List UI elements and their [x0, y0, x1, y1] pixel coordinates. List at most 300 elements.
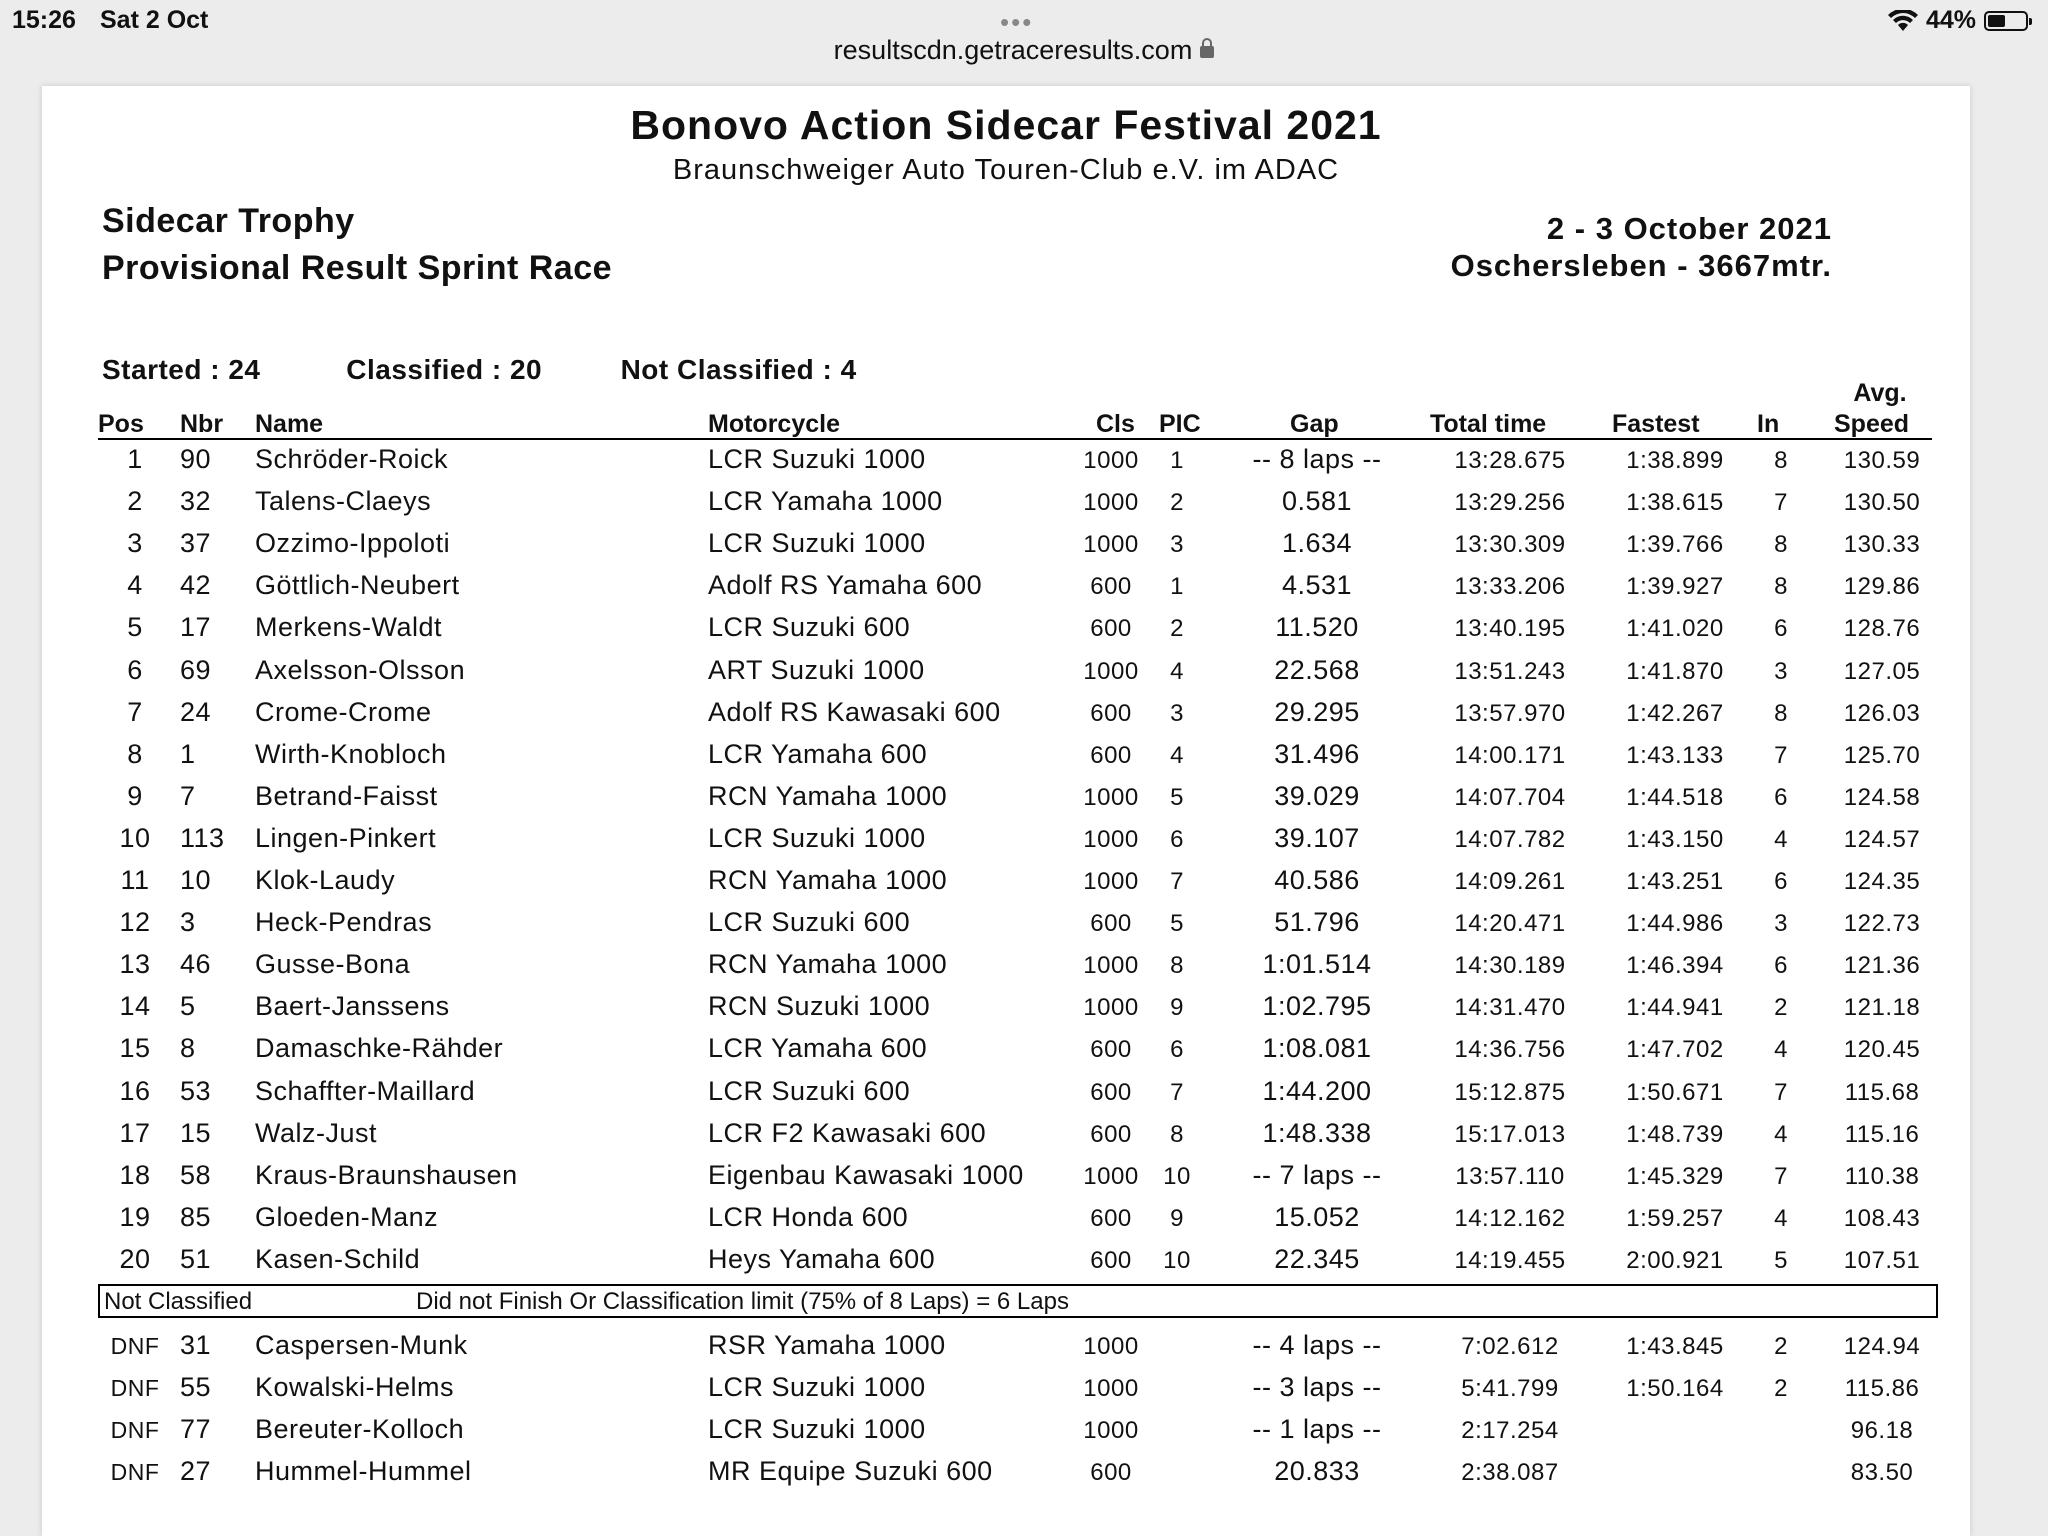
cell-total: 13:57.110 [1455, 1162, 1565, 1190]
cell-fast: 1:42.267 [1626, 699, 1724, 727]
cell-cls: 1000 [1083, 868, 1139, 895]
cell-gap: 39.029 [1274, 780, 1360, 811]
cell-nbr: 46 [180, 949, 212, 980]
cell-moto: RCN Suzuki 1000 [708, 991, 931, 1022]
cell-name: Walz-Just [255, 1117, 378, 1148]
table-row [42, 486, 1970, 528]
table-row [42, 1330, 1970, 1372]
cell-in: 7 [1774, 1162, 1788, 1190]
col-pos: Pos [98, 410, 144, 438]
table-row [42, 444, 1970, 486]
cell-in: 4 [1774, 825, 1788, 853]
cell-nbr: 69 [180, 654, 212, 685]
cell-cls: 600 [1090, 1036, 1132, 1064]
cell-cls: 1000 [1083, 489, 1139, 517]
cell-cls: 600 [1090, 910, 1132, 938]
cell-speed: 115.68 [1844, 1078, 1920, 1106]
cell-nbr: 51 [180, 1243, 212, 1274]
cell-pic: 6 [1170, 1036, 1184, 1064]
cell-name: Kowalski-Helms [255, 1372, 455, 1403]
cell-in: 4 [1774, 1036, 1788, 1064]
cell-in: 4 [1774, 1120, 1788, 1148]
cell-gap: 22.345 [1274, 1243, 1360, 1274]
table-row [42, 781, 1970, 823]
cell-pic: 5 [1170, 783, 1184, 811]
battery-icon [1984, 11, 2028, 31]
browser-menu-dots[interactable]: ••• [1000, 7, 1034, 37]
cell-gap: 11.520 [1275, 612, 1359, 643]
cell-name: Wirth-Knobloch [255, 738, 447, 769]
col-avg: Avg. [1853, 379, 1907, 407]
classified-count: Classified : 20 [346, 354, 543, 385]
cell-total: 15:17.013 [1454, 1120, 1566, 1148]
cell-moto: RCN Yamaha 1000 [708, 780, 948, 811]
cell-moto: RCN Yamaha 1000 [708, 949, 948, 980]
cell-nbr: 10 [180, 865, 212, 895]
cell-nbr: 8 [180, 1033, 196, 1064]
cell-gap: 40.586 [1274, 865, 1360, 895]
cell-total: 15:12.875 [1454, 1078, 1566, 1106]
cell-gap: 0.581 [1281, 486, 1353, 517]
cell-total: 13:40.195 [1454, 615, 1566, 643]
table-row [42, 739, 1970, 781]
table-row [42, 1160, 1970, 1202]
cell-name: Schaffter-Maillard [255, 1075, 476, 1106]
cell-speed: 124.94 [1843, 1333, 1921, 1360]
cell-moto: MR Equipe Suzuki 600 [708, 1456, 993, 1487]
cell-fast: 1:39.766 [1626, 531, 1724, 559]
cell-in: 8 [1774, 447, 1788, 474]
lock-icon [1200, 46, 1214, 58]
cell-pic: 8 [1170, 1120, 1184, 1148]
cell-in: 5 [1774, 1246, 1788, 1274]
cell-moto: LCR Suzuki 600 [708, 612, 911, 643]
cell-fast: 1:43.251 [1626, 868, 1724, 895]
cell-nbr: 3 [180, 907, 196, 938]
cell-moto: LCR Yamaha 600 [708, 1033, 928, 1064]
cell-name: Göttlich-Neubert [255, 570, 460, 601]
cell-fast: 1:43.133 [1626, 741, 1724, 769]
cell-total: 14:00.171 [1454, 741, 1566, 769]
date: Sat 2 Oct [100, 6, 209, 34]
cell-pos: 4 [127, 570, 143, 601]
cell-gap: 1:48.338 [1262, 1117, 1372, 1148]
cell-pic: 3 [1170, 699, 1184, 727]
cell-total: 13:30.309 [1454, 531, 1566, 559]
cell-total: 13:33.206 [1454, 573, 1566, 601]
cell-fast: 1:43.845 [1626, 1333, 1724, 1360]
cell-fast: 1:45.329 [1626, 1162, 1724, 1190]
cell-fast: 1:43.150 [1626, 825, 1724, 853]
cell-moto: LCR Yamaha 1000 [708, 486, 943, 517]
event-dates: 2 - 3 October 2021 [1546, 211, 1832, 246]
cell-pos: 1 [127, 444, 143, 474]
cell-pos: DNF [110, 1417, 160, 1444]
cell-gap: 29.295 [1274, 696, 1360, 727]
cell-cls: 1000 [1083, 657, 1139, 685]
cell-nbr: 1 [180, 738, 196, 769]
table-row [42, 1372, 1970, 1414]
col-total-time: Total time [1430, 410, 1547, 438]
cell-gap: -- 7 laps -- [1252, 1159, 1382, 1190]
cell-speed: 115.86 [1844, 1375, 1920, 1403]
cell-speed: 108.43 [1843, 1204, 1921, 1232]
col-name: Name [255, 410, 324, 438]
cell-name: Schröder-Roick [255, 444, 449, 474]
cell-pos: 3 [127, 528, 143, 559]
cell-fast: 1:44.518 [1626, 783, 1724, 811]
cell-nbr: 42 [180, 570, 212, 601]
cell-cls: 1000 [1083, 1417, 1139, 1445]
cell-total: 13:29.256 [1454, 489, 1566, 517]
cell-fast: 1:41.020 [1626, 615, 1724, 643]
cell-gap: 1:02.795 [1262, 991, 1372, 1022]
cell-total: 14:07.782 [1454, 825, 1566, 853]
cell-nbr: 17 [180, 612, 212, 643]
cell-cls: 600 [1090, 573, 1132, 601]
header-rule [98, 438, 1932, 440]
cell-nbr: 27 [180, 1456, 212, 1487]
event-title: Bonovo Action Sidecar Festival 2021 [630, 102, 1382, 148]
cell-total: 13:28.675 [1454, 447, 1566, 474]
cell-nbr: 37 [180, 528, 212, 559]
cell-speed: 115.16 [1844, 1120, 1920, 1148]
cell-cls: 1000 [1083, 994, 1139, 1022]
table-row [42, 1414, 1970, 1456]
cell-pic: 8 [1170, 952, 1184, 980]
race-stats [102, 354, 857, 386]
cell-in: 7 [1774, 489, 1788, 517]
cell-gap: 39.107 [1274, 822, 1360, 853]
wifi-icon [1888, 10, 1918, 32]
cell-gap: 20.833 [1274, 1456, 1360, 1487]
cell-pic: 1 [1170, 573, 1184, 601]
cell-name: Baert-Janssens [255, 991, 450, 1022]
cell-fast: 1:38.899 [1626, 447, 1724, 474]
cell-cls: 1000 [1083, 952, 1139, 980]
cell-pos: 13 [119, 949, 151, 980]
cell-total: 14:20.471 [1454, 910, 1566, 938]
event-info [1451, 210, 1832, 284]
cell-pos: DNF [110, 1375, 160, 1402]
cell-pic: 2 [1170, 615, 1184, 643]
cell-speed: 96.18 [1850, 1417, 1914, 1445]
cell-nbr: 85 [180, 1201, 212, 1232]
cell-pic: 10 [1163, 1162, 1191, 1190]
cell-moto: Eigenbau Kawasaki 1000 [708, 1159, 1024, 1190]
cell-pos: DNF [110, 1459, 160, 1486]
cell-in: 7 [1774, 741, 1788, 769]
cell-moto: LCR Suzuki 600 [708, 907, 911, 938]
cell-name: Kasen-Schild [255, 1243, 421, 1274]
cell-gap: 15.052 [1274, 1201, 1360, 1232]
col-cls: Cls [1096, 410, 1135, 438]
cell-pos: 6 [127, 654, 143, 685]
cell-cls: 1000 [1083, 1375, 1139, 1403]
cell-moto: LCR F2 Kawasaki 600 [708, 1117, 987, 1148]
organizer: Braunschweiger Auto Touren-Club e.V. im ADAC [672, 154, 1340, 186]
cell-moto: ART Suzuki 1000 [708, 654, 925, 685]
cell-pic: 4 [1170, 741, 1184, 769]
cell-cls: 1000 [1083, 783, 1139, 811]
cell-total: 5:41.799 [1461, 1375, 1559, 1403]
table-row [42, 991, 1970, 1033]
cell-name: Crome-Crome [255, 696, 432, 727]
cell-pos: 8 [127, 738, 143, 769]
cell-name: Gusse-Bona [255, 949, 411, 980]
cell-gap: 4.531 [1281, 570, 1353, 601]
cell-gap: -- 8 laps -- [1252, 444, 1382, 474]
cell-nbr: 7 [180, 780, 196, 811]
cell-in: 4 [1774, 1204, 1788, 1232]
col-pic: PIC [1159, 410, 1201, 438]
result-type: Provisional Result Sprint Race [102, 249, 613, 287]
table-row [42, 1202, 1970, 1244]
col-gap: Gap [1290, 410, 1339, 438]
cell-moto: RCN Yamaha 1000 [708, 865, 948, 895]
cell-total: 14:30.189 [1454, 952, 1566, 980]
cell-cls: 600 [1090, 1246, 1132, 1274]
col-nbr: Nbr [180, 410, 224, 438]
cell-pic: 4 [1170, 657, 1184, 685]
cell-moto: LCR Suzuki 1000 [708, 1414, 926, 1445]
cell-pos: 17 [119, 1117, 151, 1148]
table-row [42, 949, 1970, 991]
cell-pic: 9 [1170, 1204, 1184, 1232]
cell-in: 3 [1774, 910, 1788, 938]
cell-nbr: 77 [180, 1414, 212, 1445]
cell-speed: 130.59 [1843, 447, 1921, 474]
cell-moto: RSR Yamaha 1000 [708, 1330, 946, 1360]
cell-cls: 600 [1090, 699, 1132, 727]
cell-name: Axelsson-Olsson [255, 654, 466, 685]
cell-cls: 1000 [1083, 825, 1139, 853]
status-icons [1888, 6, 2028, 35]
table-row [42, 1033, 1970, 1075]
cell-pic: 7 [1170, 868, 1184, 895]
cell-pos: 11 [120, 865, 150, 895]
table-row [42, 907, 1970, 949]
table-row [42, 697, 1970, 739]
cell-cls: 1000 [1083, 447, 1139, 474]
cell-gap: -- 1 laps -- [1252, 1414, 1382, 1445]
cell-speed: 120.45 [1843, 1036, 1921, 1064]
battery-percent: 44% [1925, 6, 1976, 34]
cell-fast: 1:41.870 [1626, 657, 1724, 685]
cell-moto: Adolf RS Yamaha 600 [708, 570, 983, 601]
col-fastest: Fastest [1612, 410, 1700, 438]
cell-speed: 122.73 [1843, 910, 1921, 938]
cell-fast: 1:47.702 [1626, 1036, 1724, 1064]
cell-pic: 9 [1170, 994, 1184, 1022]
cell-fast: 1:59.257 [1626, 1204, 1724, 1232]
started-count: Started : 24 [102, 354, 261, 385]
cell-fast: 1:48.739 [1626, 1120, 1724, 1148]
cell-cls: 600 [1090, 1120, 1132, 1148]
cell-nbr: 55 [180, 1372, 212, 1403]
cell-pic: 3 [1170, 531, 1184, 559]
not-classified-count: Not Classified : 4 [620, 354, 857, 385]
cell-pic: 7 [1170, 1078, 1184, 1106]
cell-gap: 1.634 [1281, 528, 1353, 559]
cell-nbr: 15 [180, 1117, 212, 1148]
cell-name: Lingen-Pinkert [255, 822, 437, 853]
cell-fast: 1:39.927 [1626, 573, 1724, 601]
url-text: resultscdn.getraceresults.com [833, 35, 1193, 65]
cell-fast: 1:38.615 [1626, 489, 1724, 517]
cell-nbr: 58 [180, 1159, 212, 1190]
cell-pos: 19 [119, 1201, 151, 1232]
cell-name: Caspersen-Munk [255, 1330, 468, 1360]
cell-in: 6 [1774, 868, 1788, 895]
cell-in: 6 [1774, 952, 1788, 980]
cell-speed: 130.50 [1843, 489, 1921, 517]
cell-gap: -- 3 laps -- [1252, 1372, 1382, 1403]
cell-pic: 10 [1163, 1246, 1191, 1274]
cell-speed: 128.76 [1843, 615, 1921, 643]
cell-pos: 2 [127, 486, 143, 517]
cell-fast: 1:44.941 [1626, 994, 1724, 1022]
table-row [42, 1456, 1970, 1498]
cell-speed: 126.03 [1843, 699, 1921, 727]
table-row [42, 612, 1970, 654]
cell-nbr: 53 [180, 1075, 212, 1106]
cell-cls: 600 [1090, 1204, 1132, 1232]
cell-moto: LCR Honda 600 [708, 1201, 909, 1232]
cell-pos: 5 [127, 612, 143, 643]
cell-gap: 31.496 [1274, 738, 1360, 769]
cell-moto: LCR Suzuki 1000 [708, 444, 926, 474]
cell-pic: 5 [1170, 910, 1184, 938]
cell-pos: 14 [119, 991, 151, 1022]
cell-nbr: 32 [180, 486, 212, 517]
cell-cls: 600 [1090, 741, 1132, 769]
cell-pos: 16 [119, 1075, 151, 1106]
cell-total: 13:51.243 [1454, 657, 1566, 685]
cell-moto: LCR Suzuki 1000 [708, 1372, 926, 1403]
cell-speed: 124.35 [1843, 868, 1921, 895]
cell-moto: Heys Yamaha 600 [708, 1243, 936, 1274]
address-bar[interactable] [0, 35, 2048, 66]
cell-speed: 127.05 [1843, 657, 1921, 685]
col-speed: Speed [1834, 410, 1910, 438]
cell-moto: Adolf RS Kawasaki 600 [708, 696, 1001, 727]
cell-name: Merkens-Waldt [255, 612, 443, 643]
cell-in: 2 [1774, 1333, 1788, 1360]
cell-fast: 1:50.164 [1626, 1375, 1724, 1403]
cell-gap: 51.796 [1274, 907, 1360, 938]
cell-fast: 1:46.394 [1626, 952, 1724, 980]
cell-pic: 1 [1170, 447, 1184, 474]
cell-in: 2 [1774, 1375, 1788, 1403]
table-row [42, 1118, 1970, 1160]
cell-speed: 129.86 [1843, 573, 1921, 601]
cell-total: 14:31.470 [1454, 994, 1566, 1022]
cell-name: Klok-Laudy [255, 865, 396, 895]
cell-speed: 125.70 [1843, 741, 1921, 769]
cell-pos: 10 [119, 822, 151, 853]
cell-gap: 22.568 [1274, 654, 1360, 685]
clock: 15:26 [12, 6, 76, 34]
cell-cls: 1000 [1083, 1333, 1139, 1360]
classification-note: Did not Finish Or Classification limit (75% of 8 Laps) = 6 Laps [416, 1288, 1069, 1315]
col-in: In [1757, 410, 1780, 438]
class-name: Sidecar Trophy [102, 202, 355, 240]
cell-name: Kraus-Braunshausen [255, 1159, 518, 1190]
cell-name: Bereuter-Kolloch [255, 1414, 465, 1445]
cell-pos: 7 [127, 696, 143, 727]
cell-cls: 1000 [1083, 531, 1139, 559]
cell-nbr: 90 [180, 444, 212, 474]
cell-total: 14:07.704 [1454, 783, 1566, 811]
table-row [42, 865, 1970, 907]
cell-total: 14:12.162 [1454, 1204, 1566, 1232]
cell-name: Talens-Claeys [255, 486, 432, 517]
cell-fast: 1:44.986 [1626, 910, 1724, 938]
not-classified-label: Not Classified [104, 1288, 253, 1315]
cell-speed: 121.18 [1843, 994, 1921, 1022]
cell-speed: 110.38 [1844, 1162, 1920, 1190]
cell-total: 14:09.261 [1454, 868, 1566, 895]
table-row [42, 528, 1970, 570]
table-row [42, 1244, 1970, 1286]
cell-speed: 130.33 [1843, 531, 1921, 559]
cell-gap: 1:08.081 [1262, 1033, 1372, 1064]
cell-name: Ozzimo-Ippoloti [255, 528, 451, 559]
cell-speed: 121.36 [1843, 952, 1921, 980]
cell-name: Hummel-Hummel [255, 1456, 472, 1487]
cell-in: 2 [1774, 994, 1788, 1022]
cell-moto: LCR Suzuki 600 [708, 1075, 911, 1106]
table-row [42, 570, 1970, 612]
cell-pos: 9 [127, 780, 143, 811]
cell-nbr: 5 [180, 991, 196, 1022]
cell-moto: LCR Suzuki 1000 [708, 528, 926, 559]
cell-gap: 1:44.200 [1262, 1075, 1372, 1106]
cell-cls: 600 [1090, 1078, 1132, 1106]
class-heading [102, 198, 612, 292]
cell-in: 8 [1774, 531, 1788, 559]
cell-total: 14:36.756 [1454, 1036, 1566, 1064]
cell-in: 6 [1774, 783, 1788, 811]
cell-name: Gloeden-Manz [255, 1201, 439, 1232]
cell-in: 8 [1774, 573, 1788, 601]
cell-speed: 83.50 [1850, 1459, 1914, 1487]
cell-total: 13:57.970 [1454, 699, 1566, 727]
table-row [42, 823, 1970, 865]
result-document [42, 86, 1970, 1536]
cell-fast: 1:50.671 [1626, 1078, 1724, 1106]
cell-total: 7:02.612 [1461, 1333, 1559, 1360]
cell-speed: 124.58 [1843, 783, 1921, 811]
cell-total: 14:19.455 [1454, 1246, 1566, 1274]
event-venue: Oschersleben - 3667mtr. [1450, 248, 1832, 283]
cell-speed: 107.51 [1843, 1246, 1921, 1274]
cell-pic: 6 [1170, 825, 1184, 853]
cell-gap: 1:01.514 [1262, 949, 1372, 980]
cell-name: Heck-Pendras [255, 907, 433, 938]
cell-fast: 2:00.921 [1626, 1246, 1724, 1274]
cell-cls: 600 [1090, 1459, 1132, 1487]
cell-in: 6 [1774, 615, 1788, 643]
cell-moto: LCR Yamaha 600 [708, 738, 928, 769]
cell-pos: 20 [119, 1243, 151, 1274]
cell-name: Betrand-Faisst [255, 780, 438, 811]
cell-moto: LCR Suzuki 1000 [708, 822, 926, 853]
cell-pos: 12 [119, 907, 151, 938]
cell-cls: 1000 [1083, 1162, 1139, 1190]
table-row [42, 655, 1970, 697]
